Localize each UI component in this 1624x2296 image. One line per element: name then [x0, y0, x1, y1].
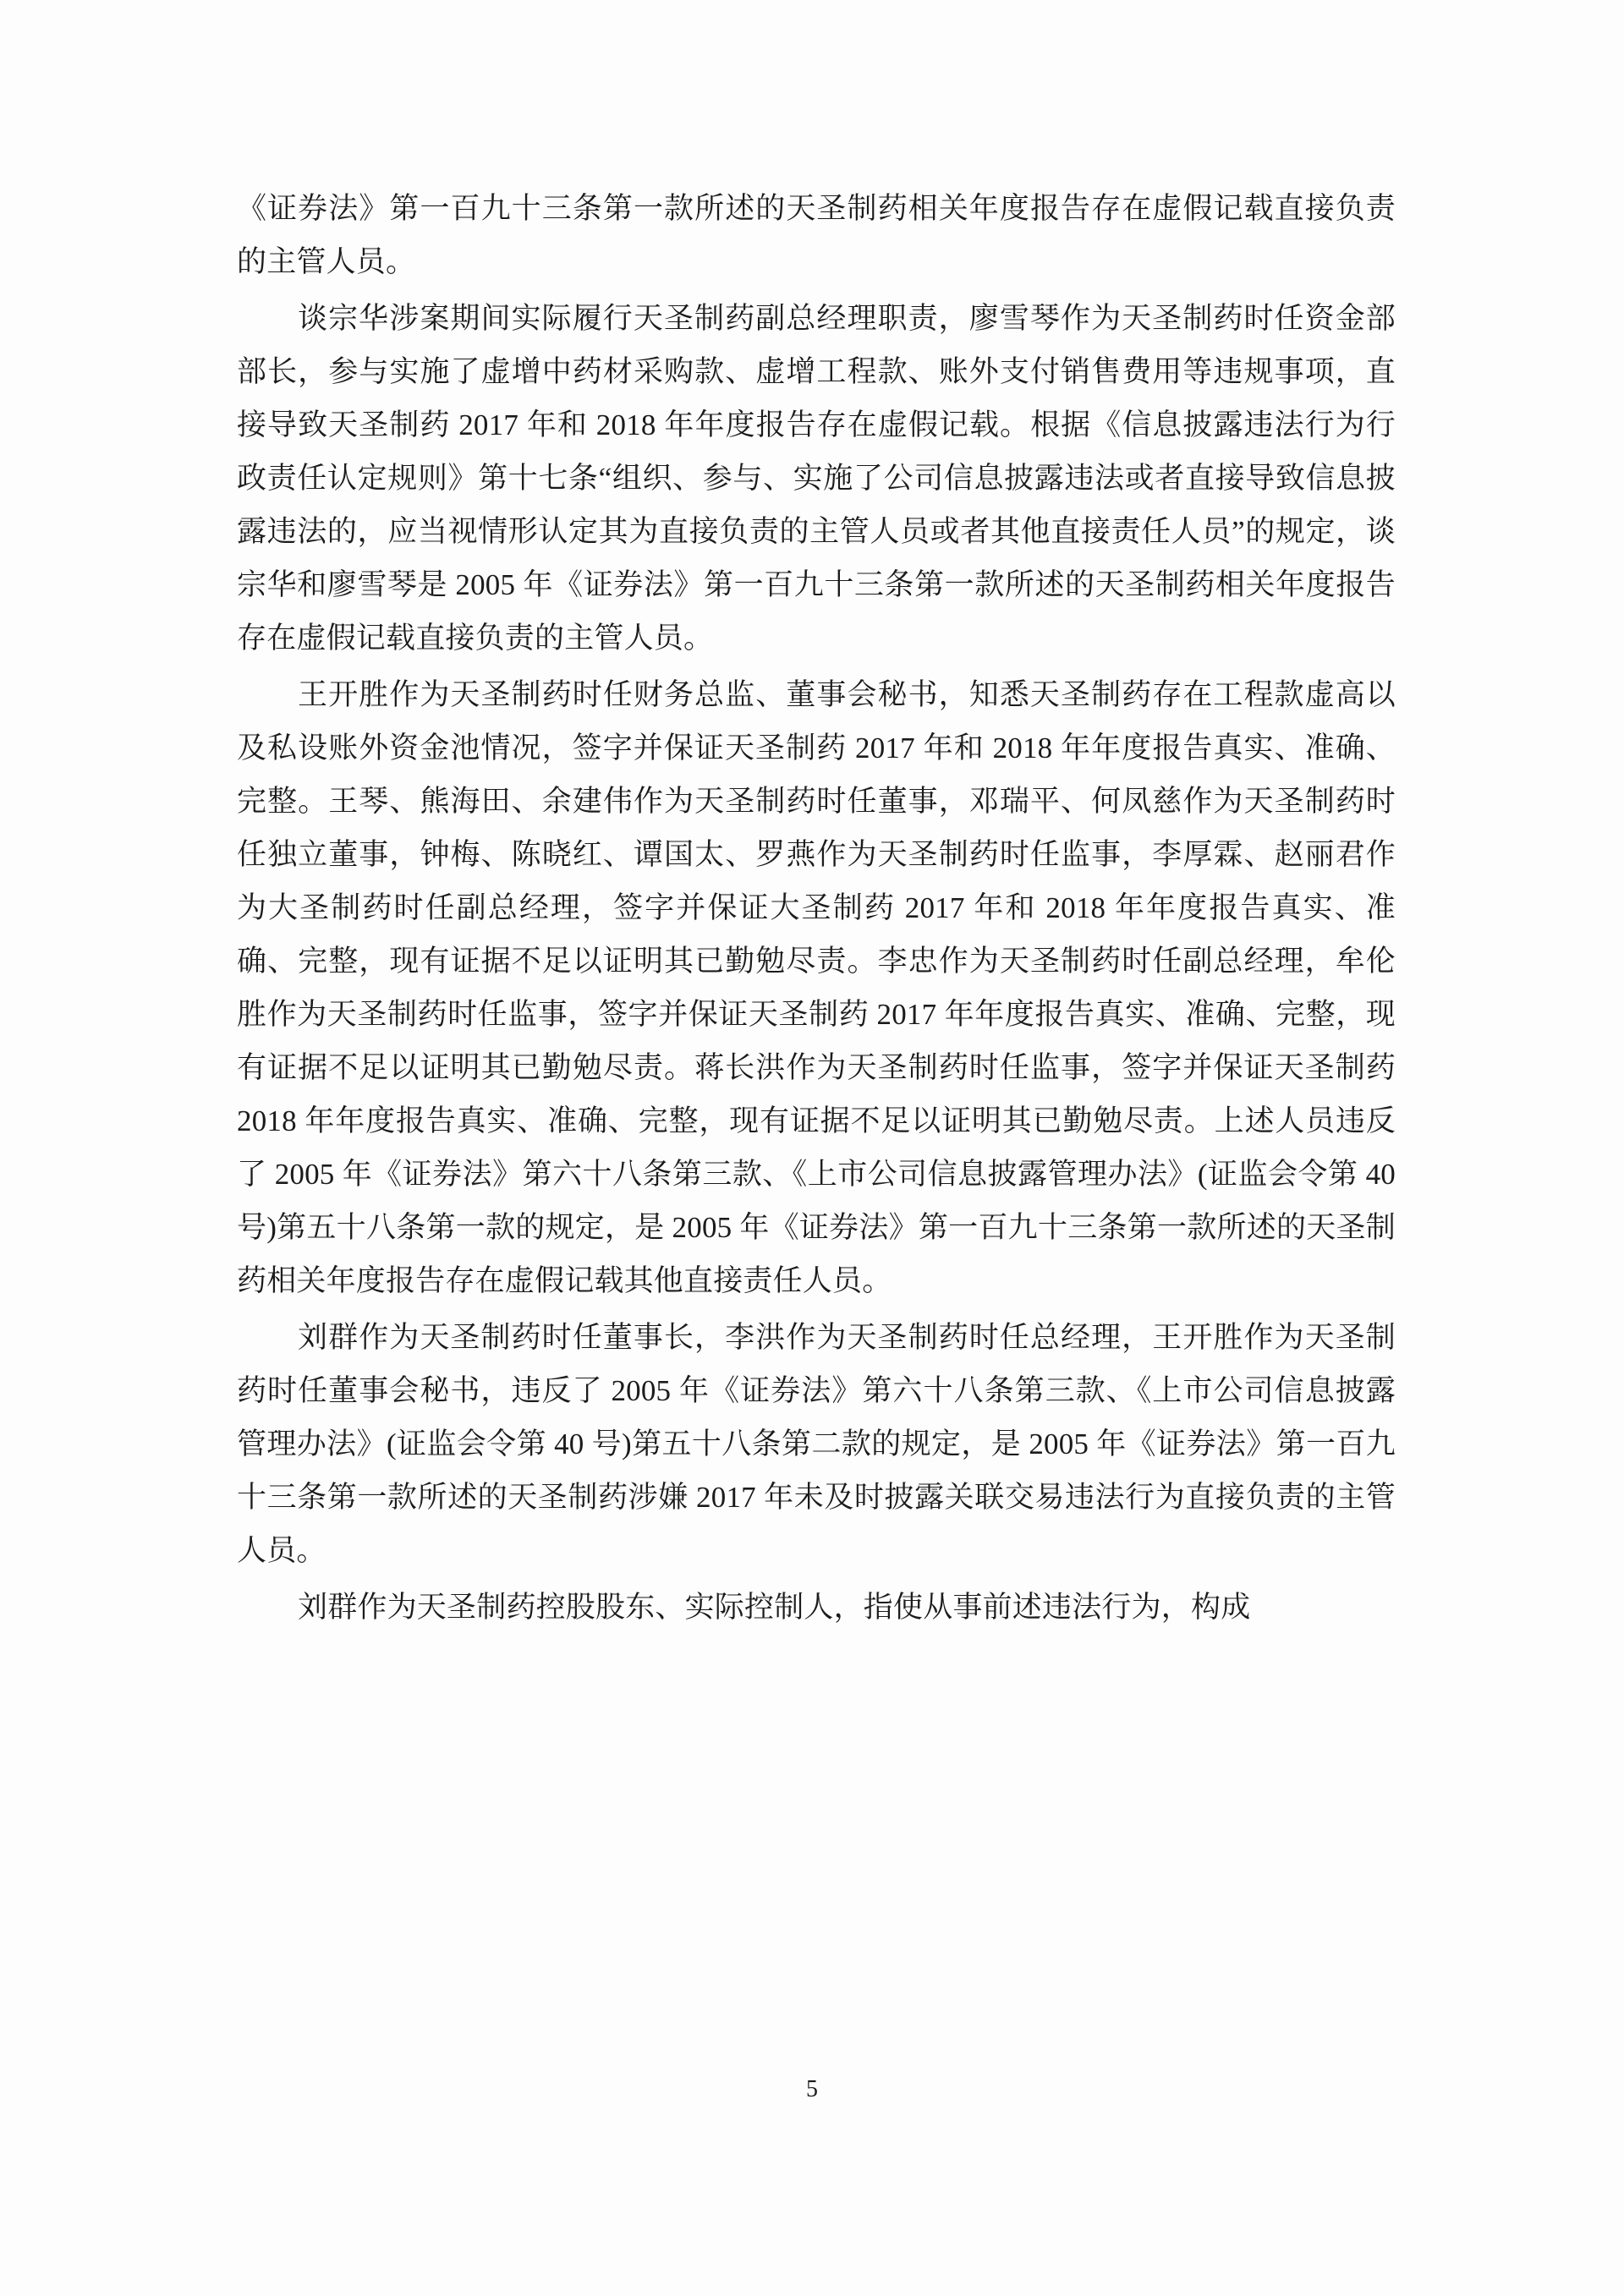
- paragraph: 刘群作为天圣制药时任董事长，李洪作为天圣制药时任总经理，王开胜作为天圣制药时任董事会秘书，违反了 2005 年《证券法》第六十八条第三款、《上市公司信息披露管理办法》(证监会令第 40 号)第五十八条第二款的规定，是 2005 年《证券法》第一百九十三条第一款所述的天圣制药涉嫌 2017 年未及时披露关联交易违法行为直接负责的主管人员。: [237, 1321, 1396, 1567]
- page-body-text: [237, 182, 1396, 1637]
- paragraph: 王开胜作为天圣制药时任财务总监、董事会秘书，知悉天圣制药存在工程款虚高以及私设账外资金池情况，签字并保证天圣制药 2017 年和 2018 年年度报告真实、准确、完整。王琴、熊海田、余建伟作为天圣制药时任董事，邓瑞平、何凤慈作为天圣制药时任独立董事，钟梅、陈晓红、谭国太、罗燕作为天圣制药时任监事，李厚霖、赵丽君作为大圣制药时任副总经理，签字并保证大圣制药 2017 年和 2018 年年度报告真实、准确、完整，现有证据不足以证明其已勤勉尽责。李忠作为天圣制药时任副总经理，牟伦胜作为天圣制药时任监事，签字并保证天圣制药 2017 年年度报告真实、准确、完整，现有证据不足以证明其已勤勉尽责。蒋长洪作为天圣制药时任监事，签字并保证天圣制药 2018 年年度报告真实、准确、完整，现有证据不足以证明其已勤勉尽责。上述人员违反了 2005 年《证券法》第六十八条第三款、《上市公司信息披露管理办法》(证监会令第 40 号)第五十八条第一款的规定，是 2005 年《证券法》第一百九十三条第一款所述的天圣制药相关年度报告存在虚假记载其他直接责任人员。: [237, 678, 1396, 1297]
- paragraph: 刘群作为天圣制药控股股东、实际控制人，指使从事前述违法行为，构成: [298, 1591, 1251, 1624]
- page-number: 5: [806, 2076, 818, 2102]
- paragraph: 《证券法》第一百九十三条第一款所述的天圣制药相关年度报告存在虚假记载直接负责的主管人员。: [237, 192, 1396, 278]
- paragraph: 谈宗华涉案期间实际履行天圣制药副总经理职责，廖雪琴作为天圣制药时任资金部部长，参与实施了虚增中药材采购款、虚增工程款、账外支付销售费用等违规事项，直接导致天圣制药 2017 年和 2018 年年度报告存在虚假记载。根据《信息披露违法行为行政责任认定规则》第十七条“组织、参与、实施了公司信息披露违法或者直接导致信息披露违法的，应当视情形认定其为直接负责的主管人员或者其他直接责任人员”的规定，谈宗华和廖雪琴是 2005 年《证券法》第一百九十三条第一款所述的天圣制药相关年度报告存在虚假记载直接负责的主管人员。: [237, 302, 1396, 655]
